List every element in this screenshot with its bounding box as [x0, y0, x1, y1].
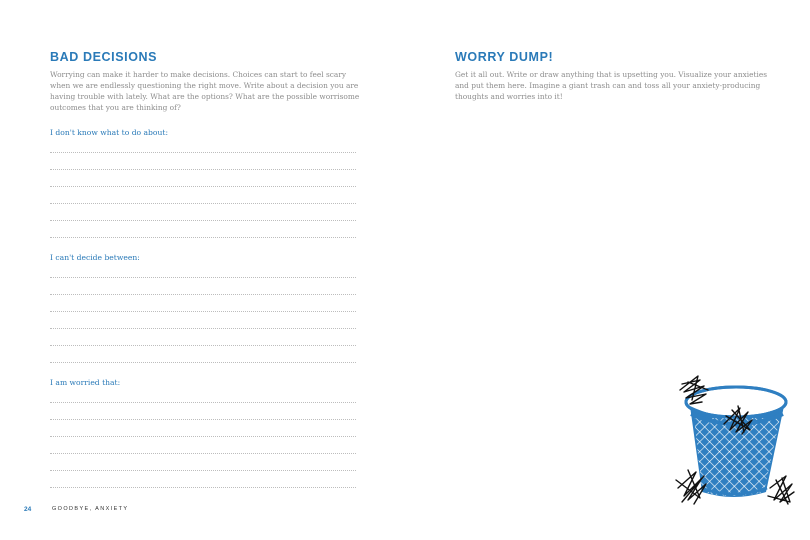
bad-decisions-intro-line-3: having trouble with lately. What are the options? What are the possible worrisome	[50, 92, 360, 101]
prompt-worried-that: I am worried that:	[50, 378, 121, 387]
writing-line[interactable]	[50, 470, 356, 471]
running-footer: GOODBYE, ANXIETY	[52, 506, 129, 512]
drawing-area[interactable]	[445, 115, 800, 365]
writing-line[interactable]	[50, 152, 356, 153]
writing-line[interactable]	[50, 328, 356, 329]
bad-decisions-title: BAD DECISIONS	[50, 50, 158, 64]
writing-line[interactable]	[50, 436, 356, 437]
writing-line[interactable]	[50, 294, 356, 295]
writing-line[interactable]	[50, 237, 356, 238]
trash-basket-icon	[670, 372, 798, 512]
worry-dump-title: WORRY DUMP!	[455, 50, 554, 64]
writing-line[interactable]	[50, 345, 356, 346]
writing-line[interactable]	[50, 402, 356, 403]
right-page	[405, 0, 810, 540]
bad-decisions-intro-line-2: when we are endlessly questioning the right move. Write about a decision you are	[50, 81, 359, 90]
writing-line[interactable]	[50, 453, 356, 454]
writing-line[interactable]	[50, 277, 356, 278]
worry-dump-intro-line-1: Get it all out. Write or draw anything that is upsetting you. Visualize your anxieties	[455, 70, 768, 79]
worry-dump-intro-line-3: thoughts and worries into it!	[455, 92, 563, 101]
writing-line[interactable]	[50, 311, 356, 312]
writing-line[interactable]	[50, 186, 356, 187]
writing-line[interactable]	[50, 203, 356, 204]
writing-line[interactable]	[50, 169, 356, 170]
bad-decisions-intro-line-4: outcomes that you are thinking of?	[50, 103, 181, 112]
bad-decisions-intro-line-1: Worrying can make it harder to make decisions. Choices can start to feel scary	[50, 70, 347, 79]
worry-dump-intro-line-2: and put them here. Imagine a giant trash can and toss all your anxiety-producing	[455, 81, 761, 90]
page-number: 24	[24, 506, 32, 513]
writing-line[interactable]	[50, 362, 356, 363]
writing-line[interactable]	[50, 220, 356, 221]
writing-line[interactable]	[50, 487, 356, 488]
writing-line[interactable]	[50, 419, 356, 420]
prompt-dont-know: I don't know what to do about:	[50, 128, 168, 137]
prompt-cant-decide: I can't decide between:	[50, 253, 140, 262]
